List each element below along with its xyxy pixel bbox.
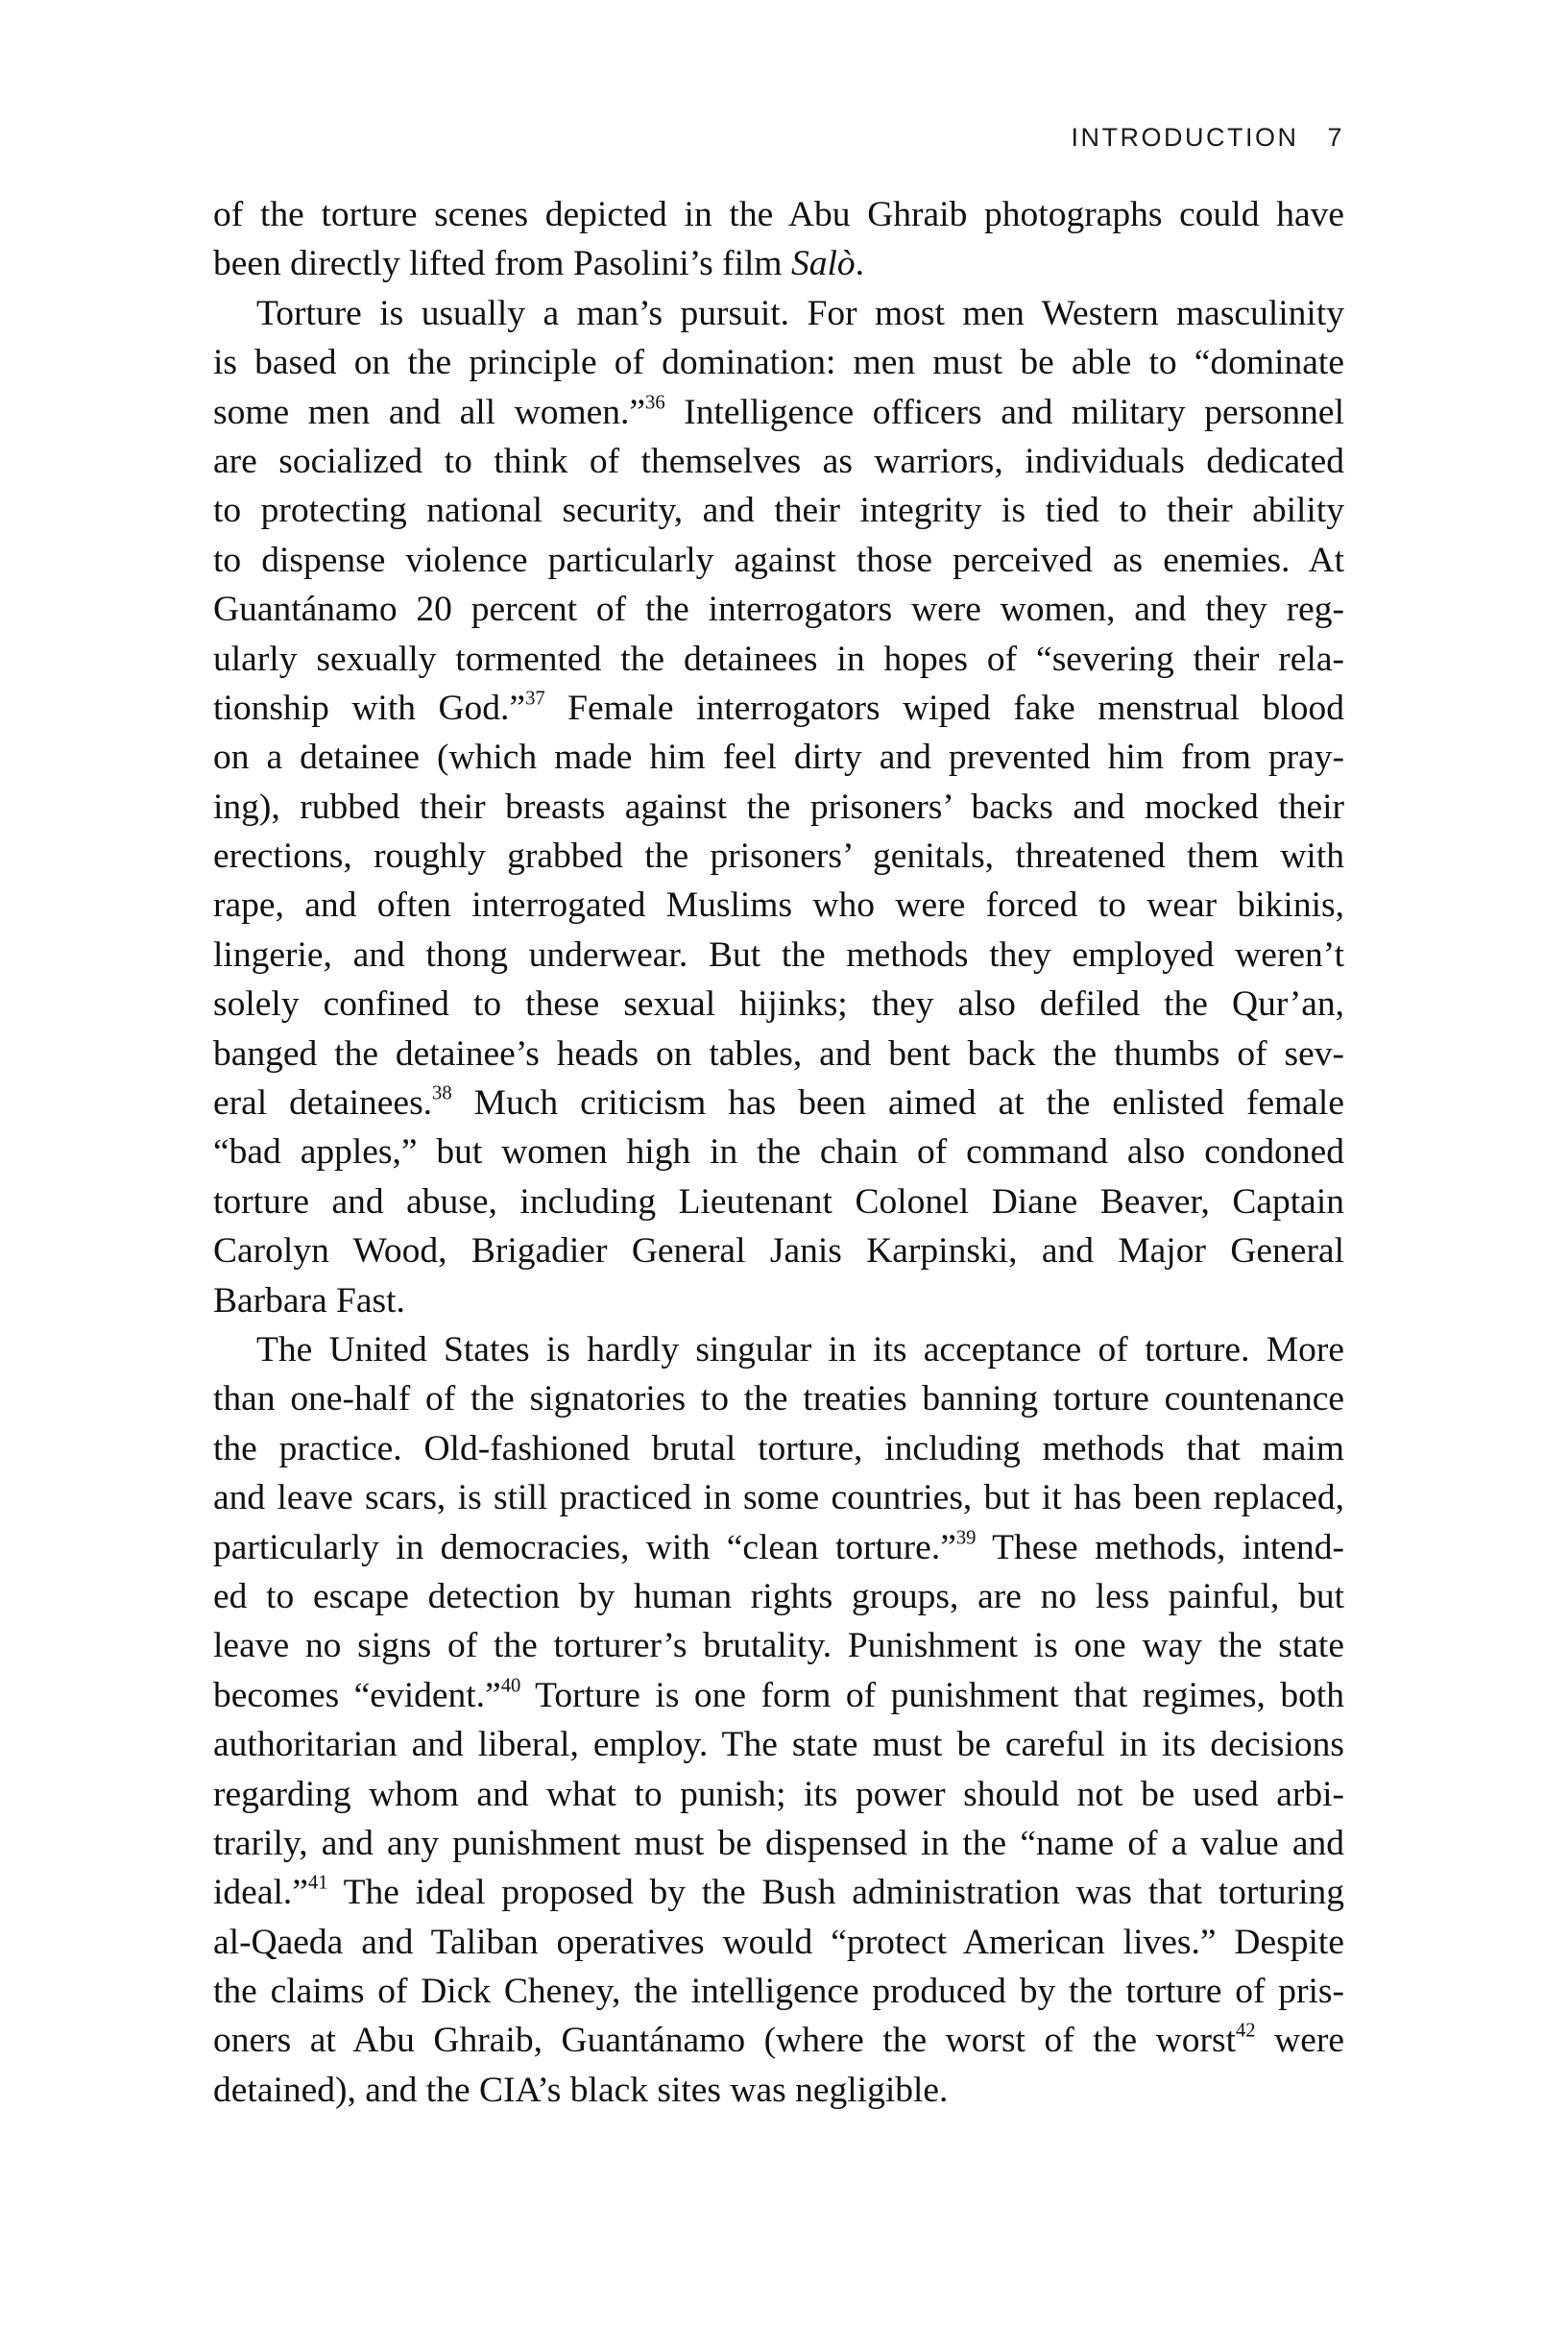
body-text	[213, 190, 1344, 2115]
text-line: is based on the principle of domination: men must be able to “dominate	[213, 343, 1344, 383]
text-line: ing), rubbed their breasts against the prisoners’ backs and mocked their	[213, 787, 1344, 827]
page-number: 7	[1327, 123, 1344, 152]
text-line: to dispense violence particularly against those perceived as enemies. At	[213, 540, 1344, 580]
text-line: the practice. Old-fashioned brutal torture, including methods that maim	[213, 1428, 1344, 1468]
text-line: The United States is hardly singular in its acceptance of torture. More	[256, 1329, 1344, 1370]
text-line: ularly sexually tormented the detainees in hopes of “severing their rela-	[213, 639, 1344, 679]
text-line: regarding whom and what to punish; its power should not be used arbi-	[213, 1774, 1344, 1814]
footnote-ref: 40	[500, 1675, 521, 1697]
text-line: torture and abuse, including Lieutenant Colonel Diane Beaver, Captain	[213, 1181, 1344, 1222]
footnote-ref: 37	[525, 688, 545, 710]
footnote-ref: 39	[955, 1527, 977, 1549]
text-line: “bad apples,” but women high in the chain of command also condoned	[213, 1132, 1344, 1173]
paragraph	[213, 190, 1344, 289]
text-line: lingerie, and thong underwear. But the methods they employed weren’t	[213, 934, 1344, 975]
text-line: some men and all women.”$^{36}$ Intelligence officers and military personnel	[213, 392, 1344, 432]
text-line: are socialized to think of themselves as warriors, individuals dedicated	[213, 441, 1344, 481]
text-line: detained), and the CIA’s black sites was negligible.	[213, 2070, 949, 2110]
text-line: leave no signs of the torturer’s brutality. Punishment is one way the state	[213, 1626, 1344, 1666]
text-line: Barbara Fast.	[213, 1280, 405, 1321]
italic-title: Salò	[790, 244, 856, 284]
text-line: oners at Abu Ghraib, Guantánamo (where the worst of the worst$^{42}$ were	[213, 2020, 1345, 2061]
text-line: eral detainees.$^{38}$ Much criticism has been aimed at the enlisted female	[213, 1082, 1344, 1124]
footnote-ref: 41	[307, 1872, 328, 1894]
footnote-ref: 42	[1236, 2020, 1256, 2042]
paragraph	[213, 289, 1344, 1325]
text-line: particularly in democracies, with “clean torture.”$^{39}$ These methods, intend-	[213, 1527, 1344, 1567]
running-head	[1071, 123, 1344, 153]
text-line: Torture is usually a man’s pursuit. For most men Western masculinity	[256, 293, 1344, 333]
text-line: been directly lifted from Pasolini’s film Salò.	[213, 244, 865, 284]
text-line: solely confined to these sexual hijinks; they also defiled the Qur’an,	[213, 984, 1344, 1025]
text-line: Carolyn Wood, Brigadier General Janis Karpinski, and Major General	[213, 1231, 1344, 1272]
text-line: ideal.”$^{41}$ The ideal proposed by the Bush administration was that torturing	[213, 1872, 1344, 1913]
text-line: authoritarian and liberal, employ. The state must be careful in its decisions	[213, 1725, 1344, 1765]
footnote-ref: 38	[432, 1082, 452, 1104]
text-line: on a detainee (which made him feel dirty and prevented him from pray-	[213, 738, 1344, 778]
text-line: becomes “evident.”$^{40}$ Torture is one form of punishment that regimes, both	[213, 1675, 1344, 1715]
text-line: ed to escape detection by human rights groups, are no less painful, but	[213, 1576, 1344, 1616]
text-line: the claims of Dick Cheney, the intelligence produced by the torture of pris-	[213, 1972, 1344, 2012]
text-line: Guantánamo 20 percent of the interrogators were women, and they reg-	[213, 590, 1344, 630]
running-head-section: INTRODUCTION	[1071, 123, 1299, 152]
text-line: of the torture scenes depicted in the Abu Ghraib photographs could have	[213, 195, 1344, 234]
text-line: and leave scars, is still practiced in some countries, but it has been replaced,	[213, 1478, 1344, 1518]
text-line: to protecting national security, and their integrity is tied to their ability	[213, 491, 1344, 531]
text-line: rape, and often interrogated Muslims who were forced to wear bikinis,	[213, 885, 1344, 926]
footnote-ref: 36	[645, 392, 665, 414]
text-line: al-Qaeda and Taliban operatives would “protect American lives.” Despite	[213, 1922, 1344, 1962]
text-line: banged the detainee’s heads on tables, and bent back the thumbs of sev-	[213, 1033, 1344, 1074]
text-line: tionship with God.”$^{37}$ Female interrogators wiped fake menstrual blood	[213, 688, 1344, 728]
text-line: trarily, and any punishment must be dispensed in the “name of a value and	[213, 1823, 1344, 1863]
text-line: erections, roughly grabbed the prisoners’ genitals, threatened them with	[213, 837, 1344, 877]
paragraph	[213, 1325, 1344, 2115]
text-line: than one-half of the signatories to the treaties banning torture countenance	[213, 1379, 1344, 1419]
